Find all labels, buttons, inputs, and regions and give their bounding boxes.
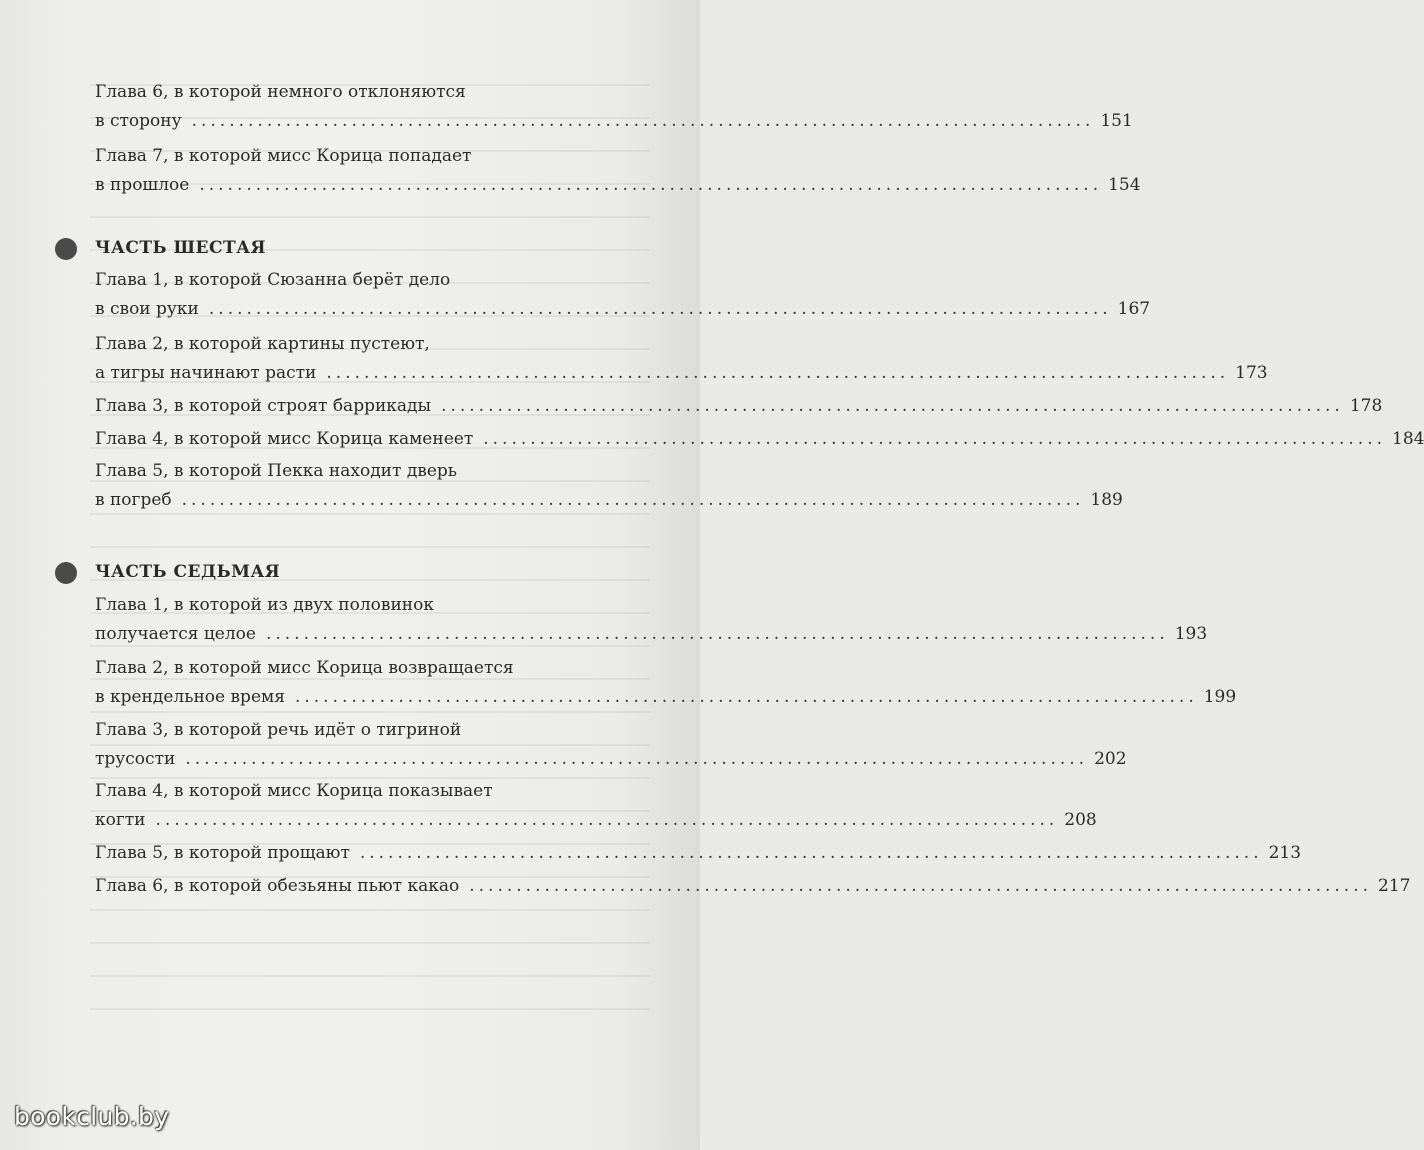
toc-entry (95, 266, 1151, 324)
dot-leader: ................................................................................................ (483, 429, 1386, 449)
entry-title: Глава 5, в которой Пекка находит дверь (95, 461, 458, 481)
dot-leader: ................................................................................................ (469, 876, 1373, 896)
entry-title: Глава 5, в которой прощают (95, 843, 350, 863)
toc-entry (95, 425, 1424, 454)
toc-entry (95, 142, 1141, 200)
page-number: 213 (1268, 843, 1302, 863)
page-number: 173 (1235, 363, 1268, 383)
page-number: 193 (1174, 624, 1208, 644)
dot-leader: ................................................................................................ (185, 749, 1089, 769)
toc-entry (95, 457, 1123, 515)
page-number: 184 (1392, 429, 1424, 449)
dot-leader: ................................................................................................ (181, 490, 1085, 510)
entry-title-cont: а тигры начинают расти (95, 363, 317, 383)
entry-title-cont: в крендельное время (95, 687, 285, 707)
dot-leader: ................................................................................................ (199, 175, 1103, 195)
dot-leader: ................................................................................................ (294, 687, 1198, 707)
entry-title: Глава 1, в которой из двух половинок (95, 595, 434, 615)
dot-leader: ................................................................................................ (155, 810, 1059, 830)
part-bullet-icon (55, 562, 77, 584)
entry-title: Глава 2, в которой картины пустеют, (95, 334, 430, 354)
entry-title-cont: в прошлое (95, 175, 190, 195)
entry-title-cont: получается целое (95, 624, 256, 644)
entry-title: Глава 3, в которой строят баррикады (95, 396, 432, 416)
entry-title-cont: в погреб (95, 490, 172, 510)
entry-title-cont: в свои руки (95, 299, 199, 319)
entry-title: Глава 1, в которой Сюзанна берёт дело (95, 270, 451, 290)
toc-entry (95, 78, 1133, 136)
page-number: 178 (1349, 396, 1383, 416)
entry-title-cont: трусости (95, 749, 176, 769)
page-number: 154 (1108, 175, 1141, 195)
part-title: ЧАСТЬ ШЕСТАЯ (95, 238, 267, 258)
toc-entry (95, 777, 1097, 835)
entry-title: Глава 3, в которой речь идёт о тигриной (95, 720, 462, 740)
page-number: 199 (1203, 687, 1237, 707)
page-number: 208 (1064, 810, 1097, 830)
page-number: 167 (1117, 299, 1151, 319)
toc-entry (95, 591, 1208, 649)
watermark-text: bookclub.by (14, 1102, 170, 1131)
part-bullet-icon (55, 238, 77, 260)
toc-entry (95, 716, 1127, 774)
dot-leader: ................................................................................................ (326, 363, 1230, 383)
page-number: 202 (1094, 749, 1127, 769)
toc-entry (95, 839, 1302, 868)
part-title: ЧАСТЬ СЕДЬМАЯ (95, 562, 281, 582)
entry-title: Глава 4, в которой мисс Корица показывает (95, 781, 493, 801)
part-heading (55, 234, 266, 263)
dot-leader: ................................................................................................ (191, 111, 1095, 131)
entry-title-cont: когти (95, 810, 146, 830)
entry-title: Глава 6, в которой немного отклоняются (95, 82, 466, 102)
entry-title: Глава 6, в которой обезьяны пьют какао (95, 876, 460, 896)
page-number: 189 (1090, 490, 1123, 510)
page-number: 217 (1378, 876, 1411, 896)
entry-title: Глава 7, в которой мисс Корица попадает (95, 146, 472, 166)
dot-leader: ................................................................................................ (359, 843, 1263, 863)
page-number: 151 (1100, 111, 1133, 131)
toc-entry (95, 392, 1383, 421)
toc-entry (95, 872, 1411, 901)
dot-leader: ................................................................................................ (441, 396, 1344, 416)
entry-title: Глава 4, в которой мисс Корица каменеет (95, 429, 474, 449)
entry-title: Глава 2, в которой мисс Корица возвращается (95, 658, 514, 678)
toc-entry (95, 330, 1268, 388)
part-heading (55, 558, 280, 587)
toc-entry (95, 654, 1237, 712)
dot-leader: ................................................................................................ (208, 299, 1112, 319)
entry-title-cont: в сторону (95, 111, 182, 131)
dot-leader: ................................................................................................ (265, 624, 1169, 644)
